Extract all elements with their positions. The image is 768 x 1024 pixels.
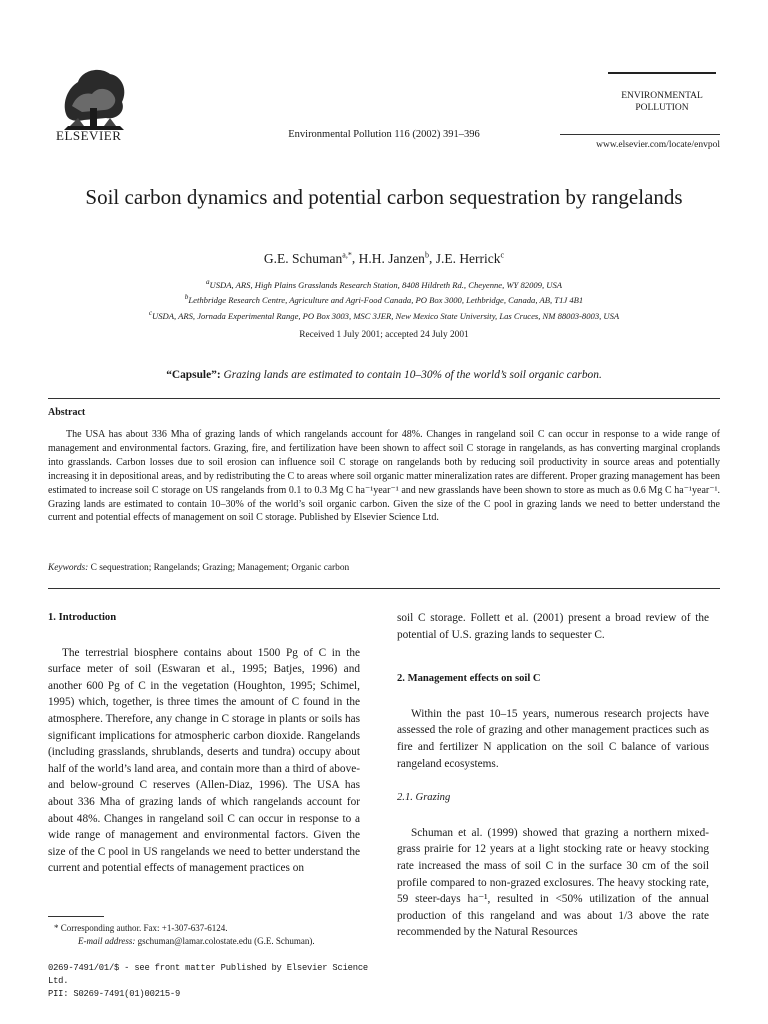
email-address[interactable]: gschuman@lamar.colostate.edu (G.E. Schuman). xyxy=(137,936,315,946)
abstract-heading: Abstract xyxy=(48,407,86,418)
capsule xyxy=(0,369,768,381)
journal-name-rule xyxy=(608,72,716,74)
email-line xyxy=(48,935,368,948)
footnote-rule xyxy=(48,916,104,917)
right-column xyxy=(397,610,709,941)
affiliations xyxy=(30,276,738,322)
journal-name-line2: POLLUTION xyxy=(635,103,689,113)
abstract-top-rule xyxy=(48,398,720,399)
capsule-text: Grazing lands are estimated to contain 10–30% of the world’s soil organic carbon. xyxy=(223,369,602,381)
author-1: G.E. Schuman$^{a,*}$ xyxy=(263,250,352,266)
left-column xyxy=(48,610,360,877)
affiliation-c: $^c$USDA, ARS, Jornada Experimental Range, PO Box 3003, MSC 3JER, New Mexico State University, Las Cruces, NM 88003-8003, USA xyxy=(148,308,620,321)
journal-url[interactable]: www.elsevier.com/locate/envpol xyxy=(596,140,720,150)
author-2: H.H. Janzen$^b$ xyxy=(358,250,429,266)
keywords-list: C sequestration; Rangelands; Grazing; Management; Organic carbon xyxy=(90,563,350,573)
section-2-1-paragraph-1: Schuman et al. (1999) showed that grazing a northern mixed-grass prairie for 12 years at a light stocking rate or heavy stocking rate increased the mass of soil C in the surface 30 cm of the soil profile compared to non-grazed exclosures. The heavy stocking rate, 59 steer-days ha⁻¹, resulted in <50% utilization of the annual production of this rangeland and was about 1/3 above the rate recommended by the Natural Resources xyxy=(397,826,709,939)
section-1-paragraph-1: The terrestrial biosphere contains about 1500 Pg of C in the surface meter of soil (Eswaran et al., 1995; Batjes, 1996) and another 600 Pg of C in the vegetation (Houghton, 1995; Schimel, 1995) which, together, is three times the amount of C found in the atmosphere. Therefore, any change in C storage in plants or soils has significant implications for atmospheric carbon dioxide. Rangelands (including grasslands, shrublands, deserts and tundra) occupy about half of the world’s land area, and contain more than a third of above- and below-ground C reserves (Allen-Diaz, 1996). The USA has about 336 Mha of grazing lands of which rangelands account for about 48%. Changes in rangeland soil C can occur in response to a wide range of management and environmental factors. Given the size of the C pool in US rangelands we need to better understand the current and potential effects of management practices on xyxy=(48,646,360,875)
keywords xyxy=(48,563,720,573)
abstract-bottom-rule xyxy=(48,588,720,589)
header-rule-right xyxy=(560,134,720,135)
copyright-line-1: 0269-7491/01/$ - see front matter Published by Elsevier Science Ltd. xyxy=(48,963,368,986)
section-2-heading: 2. Management effects on soil C xyxy=(397,673,541,685)
received-dates: Received 1 July 2001; accepted 24 July 2001 xyxy=(299,330,469,340)
section-1-heading: 1. Introduction xyxy=(48,612,117,623)
author-3: J.E. Herrick$^c$ xyxy=(435,250,505,266)
publisher-name: ELSEVIER xyxy=(56,128,122,143)
elsevier-tree-logo-icon xyxy=(58,62,130,134)
footnote xyxy=(48,922,368,948)
journal-name-line1: ENVIRONMENTAL xyxy=(621,91,703,101)
copyright-block xyxy=(48,962,368,1001)
affiliation-b: $^b$Lethbridge Research Centre, Agriculture and Agri-Food Canada, PO Box 3000, Lethbridge, Canada, AB, T1J 4B1 xyxy=(184,293,584,306)
corresponding-author: * Corresponding author. Fax: +1-307-637-6124. xyxy=(54,923,228,933)
section-2-paragraph-1: Within the past 10–15 years, numerous research projects have assessed the role of grazing and other management practices such as fire and fertilizer N application on the soil C balance of various rangeland ecosystems. xyxy=(397,707,709,770)
keywords-label: Keywords: xyxy=(48,563,89,573)
journal-name xyxy=(600,90,724,114)
abstract-text: The USA has about 336 Mha of grazing lands of which rangelands account for 48%. Changes in rangeland soil C can occur in response to a wide range of management and environmental factors. Grazing, fire, and fertilization have been shown to affect soil C storage in rangelands, as has converting marginal croplands into grasslands. Carbon losses due to soil erosion can influence soil C storage on rangelands both by reducing soil productivity in source areas and potentially increasing it in depositional areas, and by redistributing the C to areas where soil organic matter mineralization rates are different. Proper grazing management has been estimated to increase soil C storage on US rangelands from 0.1 to 0.3 Mg C ha⁻¹year⁻¹ and new grasslands have been shown to store as much as 0.6 Mg C ha⁻¹year⁻¹. Grazing lands are estimated to contain 10–30% of the world’s soil organic carbon. Given the size of the C pool in grazing lands we need to better understand the current and potential effects of management on soil C storage. Published by Elsevier Science Ltd. xyxy=(48,429,720,524)
article-title: Soil carbon dynamics and potential carbon sequestration by rangelands xyxy=(85,185,683,209)
email-label: E-mail address: xyxy=(78,936,136,946)
journal-reference: Environmental Pollution 116 (2002) 391–396 xyxy=(288,129,480,140)
author-list: G.E. Schuman$^{a,*}$, H.H. Janzen$^b$, J.E. Herrick$^c$ xyxy=(263,250,505,266)
capsule-label: “Capsule”: xyxy=(166,369,221,381)
affiliation-a: $^a$USDA, ARS, High Plains Grasslands Research Station, 8408 Hildreth Rd., Cheyenne, WY 82009, USA xyxy=(205,278,563,290)
section-2-1-heading: 2.1. Grazing xyxy=(397,792,451,804)
section-1-continuation: soil C storage. Follett et al. (2001) present a broad review of the potential of U.S. grazing lands to sequester C. xyxy=(397,612,709,641)
copyright-line-2: PII: S0269-7491(01)00215-9 xyxy=(48,989,181,999)
